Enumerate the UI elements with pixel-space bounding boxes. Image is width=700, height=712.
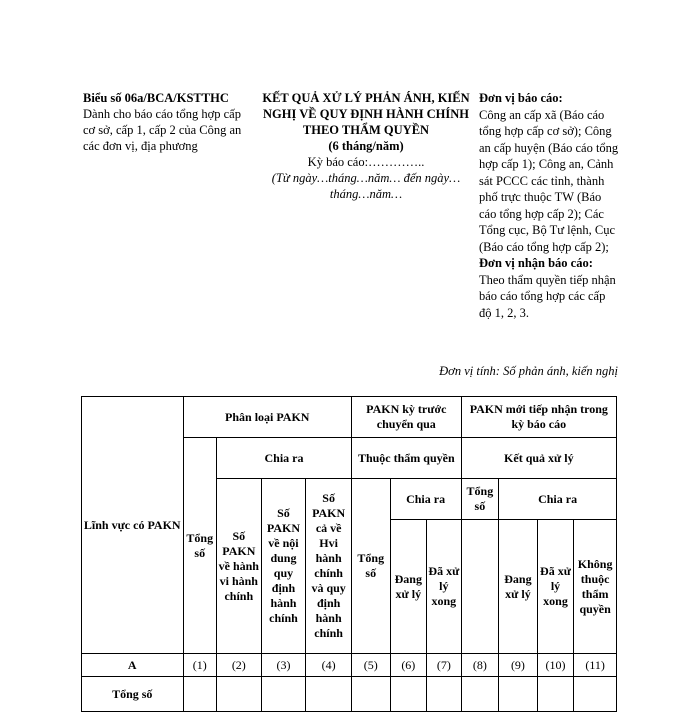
report-table bbox=[81, 396, 617, 712]
table-cell bbox=[537, 677, 574, 712]
table-cell bbox=[306, 677, 352, 712]
column-number: (1) bbox=[183, 654, 216, 677]
header-prev-processing: Đang xử lý bbox=[390, 520, 427, 654]
column-number: (10) bbox=[537, 654, 574, 677]
form-code: Biểu số 06a/BCA/KSTTHC bbox=[83, 91, 229, 105]
form-description: Dành cho báo cáo tổng hợp cấp cơ sở, cấp 1, cấp 2 của Công an các đơn vị, địa phương bbox=[83, 107, 242, 153]
column-number: (4) bbox=[306, 654, 352, 677]
table-cell bbox=[216, 677, 261, 712]
column-number: (8) bbox=[461, 654, 499, 677]
column-number: A bbox=[82, 654, 184, 677]
receiving-units: Theo thẩm quyền tiếp nhận báo cáo tổng hợp các cấp độ 1, 2, 3. bbox=[479, 272, 616, 320]
column-number-row bbox=[82, 654, 617, 677]
reporting-unit-label: Đơn vị báo cáo: bbox=[479, 91, 563, 105]
header-new-breakdown: Chia ra bbox=[499, 479, 617, 520]
unit-note: Đơn vị tính: Số phản ánh, kiến nghị bbox=[439, 364, 618, 378]
header-prev-done: Đã xử lý xong bbox=[427, 520, 462, 654]
column-number: (5) bbox=[351, 654, 390, 677]
header-not-authority: Không thuộc thẩm quyền bbox=[574, 520, 617, 654]
header-prev-total: Tổng số bbox=[351, 479, 390, 654]
column-number: (6) bbox=[390, 654, 427, 677]
header-new-total: Tổng số bbox=[461, 479, 499, 520]
header-new-empty bbox=[461, 520, 499, 654]
header-behavior: Số PAKN về hành vi hành chính bbox=[216, 479, 261, 654]
report-frequency: (6 tháng/năm) bbox=[328, 139, 404, 153]
receiving-unit-label: Đơn vị nhận báo cáo: bbox=[479, 256, 593, 270]
header-new-processing: Đang xử lý bbox=[499, 520, 538, 654]
report-period-note: (Từ ngày…tháng…năm… đến ngày… tháng…năm… bbox=[271, 171, 461, 201]
table-cell bbox=[574, 677, 617, 712]
header-new: PAKN mới tiếp nhận trong kỳ báo cáo bbox=[461, 397, 616, 438]
table-cell bbox=[427, 677, 462, 712]
table-cell bbox=[499, 677, 538, 712]
table-cell bbox=[351, 677, 390, 712]
header-new-done: Đã xử lý xong bbox=[537, 520, 574, 654]
table-cell bbox=[390, 677, 427, 712]
report-period-label: Kỳ báo cáo:………….. bbox=[307, 155, 425, 169]
header-result: Kết quả xử lý bbox=[461, 438, 616, 479]
table-cell bbox=[183, 677, 216, 712]
total-row bbox=[82, 677, 617, 712]
header-content: Số PAKN về nội dung quy định hành chính bbox=[261, 479, 306, 654]
header-left bbox=[83, 90, 253, 154]
header-classification-total: Tổng số bbox=[183, 438, 216, 654]
report-title: KẾT QUẢ XỬ LÝ PHẢN ÁNH, KIẾN NGHỊ VỀ QUY ĐỊNH HÀNH CHÍNH THEO THẨM QUYỀN bbox=[262, 91, 470, 137]
column-number: (11) bbox=[574, 654, 617, 677]
header-classification-breakdown: Chia ra bbox=[216, 438, 351, 479]
header-within-authority: Thuộc thẩm quyền bbox=[351, 438, 461, 479]
total-row-label: Tổng số bbox=[82, 677, 184, 712]
header-classification: Phân loại PAKN bbox=[183, 397, 351, 438]
column-number: (2) bbox=[216, 654, 261, 677]
header-prev-period: PAKN kỳ trước chuyển qua bbox=[351, 397, 461, 438]
table-cell bbox=[261, 677, 306, 712]
header-prev-breakdown: Chia ra bbox=[390, 479, 461, 520]
column-number: (3) bbox=[261, 654, 306, 677]
column-number: (9) bbox=[499, 654, 538, 677]
header-field: Lĩnh vực có PAKN bbox=[82, 397, 184, 654]
header-right bbox=[479, 90, 619, 321]
reporting-units: Công an cấp xã (Báo cáo tổng hợp cấp cơ sở); Công an cấp huyện (Báo cáo tổng hợp cấp 1); Công an, Cảnh sát PCCC các tỉnh, thành phố trực thuộc TW (Báo cáo tổng hợp cấp 2); Các Tổng cục, Bộ Tư lệnh, Cục (Báo cáo tổng hợp cấp 2); bbox=[479, 107, 619, 254]
header-center bbox=[255, 90, 477, 202]
header-both: Số PAKN cả về Hvi hành chính và quy định hành chính bbox=[306, 479, 352, 654]
column-number: (7) bbox=[427, 654, 462, 677]
table-cell bbox=[461, 677, 499, 712]
